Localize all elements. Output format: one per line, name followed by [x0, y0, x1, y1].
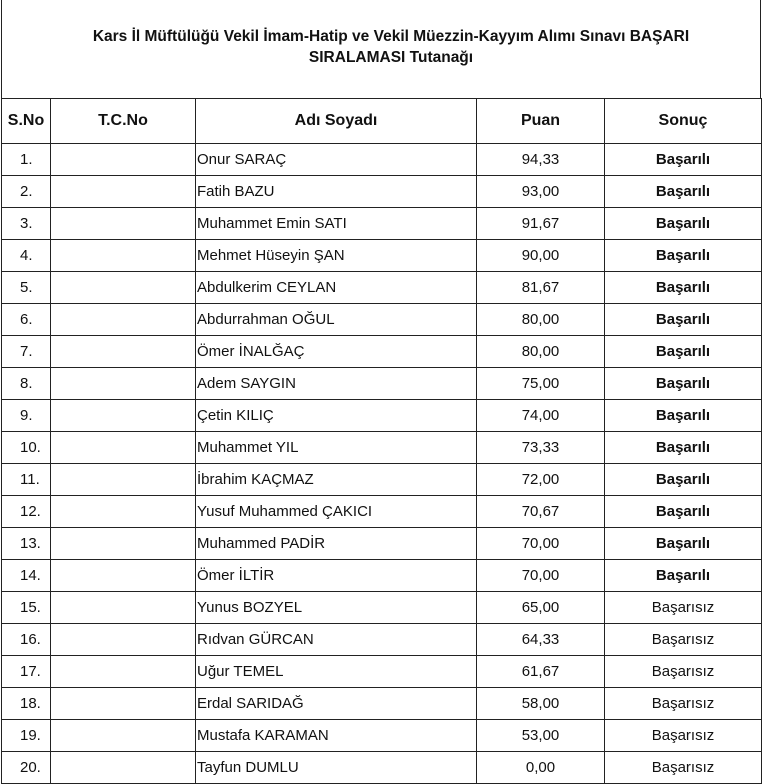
cell-tc	[51, 272, 196, 304]
cell-name: Yusuf Muhammed ÇAKICI	[196, 496, 477, 528]
cell-sonuc: Başarılı	[605, 432, 762, 464]
cell-sonuc: Başarılı	[605, 304, 762, 336]
results-table	[1, 98, 762, 784]
cell-sonuc: Başarılı	[605, 560, 762, 592]
cell-sonuc: Başarısız	[605, 656, 762, 688]
cell-puan: 0,00	[477, 752, 605, 784]
header-name: Adı Soyadı	[196, 99, 477, 144]
cell-sonuc: Başarılı	[605, 240, 762, 272]
cell-puan: 94,33	[477, 144, 605, 176]
cell-tc	[51, 464, 196, 496]
table-row	[2, 464, 762, 496]
cell-name: Muhammed PADİR	[196, 528, 477, 560]
cell-tc	[51, 528, 196, 560]
cell-sonuc: Başarısız	[605, 688, 762, 720]
table-row	[2, 624, 762, 656]
cell-tc	[51, 144, 196, 176]
header-tc: T.C.No	[51, 99, 196, 144]
table-row	[2, 144, 762, 176]
cell-puan: 80,00	[477, 336, 605, 368]
cell-tc	[51, 432, 196, 464]
cell-puan: 72,00	[477, 464, 605, 496]
table-row	[2, 208, 762, 240]
table-row	[2, 592, 762, 624]
table-row	[2, 496, 762, 528]
cell-sonuc: Başarısız	[605, 752, 762, 784]
cell-sonuc: Başarılı	[605, 208, 762, 240]
table-row	[2, 720, 762, 752]
cell-sonuc: Başarılı	[605, 464, 762, 496]
cell-sonuc: Başarılı	[605, 496, 762, 528]
table-row	[2, 432, 762, 464]
header-puan: Puan	[477, 99, 605, 144]
cell-sno: 7.	[2, 336, 51, 368]
table-row	[2, 368, 762, 400]
cell-tc	[51, 592, 196, 624]
cell-puan: 80,00	[477, 304, 605, 336]
cell-sno: 17.	[2, 656, 51, 688]
cell-name: Yunus BOZYEL	[196, 592, 477, 624]
title-line-2: SIRALAMASI Tutanağı	[308, 49, 474, 66]
cell-tc	[51, 336, 196, 368]
cell-sno: 13.	[2, 528, 51, 560]
cell-puan: 75,00	[477, 368, 605, 400]
table-body	[2, 144, 762, 784]
table-row	[2, 688, 762, 720]
cell-puan: 61,67	[477, 656, 605, 688]
header-sonuc: Sonuç	[605, 99, 762, 144]
cell-name: Fatih BAZU	[196, 176, 477, 208]
document-title	[32, 26, 750, 68]
cell-tc	[51, 752, 196, 784]
cell-sonuc: Başarılı	[605, 176, 762, 208]
cell-sonuc: Başarılı	[605, 144, 762, 176]
cell-sno: 18.	[2, 688, 51, 720]
cell-puan: 93,00	[477, 176, 605, 208]
cell-puan: 53,00	[477, 720, 605, 752]
cell-name: Çetin KILIÇ	[196, 400, 477, 432]
cell-sno: 3.	[2, 208, 51, 240]
cell-puan: 91,67	[477, 208, 605, 240]
cell-name: Ömer İNALĞAÇ	[196, 336, 477, 368]
cell-sno: 14.	[2, 560, 51, 592]
cell-sno: 8.	[2, 368, 51, 400]
document-sheet	[1, 0, 761, 779]
table-row	[2, 272, 762, 304]
cell-name: İbrahim KAÇMAZ	[196, 464, 477, 496]
cell-sonuc: Başarılı	[605, 336, 762, 368]
cell-sonuc: Başarılı	[605, 368, 762, 400]
cell-tc	[51, 656, 196, 688]
cell-name: Mustafa KARAMAN	[196, 720, 477, 752]
cell-tc	[51, 560, 196, 592]
cell-sno: 15.	[2, 592, 51, 624]
header-sno: S.No	[2, 99, 51, 144]
cell-puan: 64,33	[477, 624, 605, 656]
cell-tc	[51, 240, 196, 272]
cell-name: Uğur TEMEL	[196, 656, 477, 688]
cell-name: Abdulkerim CEYLAN	[196, 272, 477, 304]
cell-tc	[51, 208, 196, 240]
cell-puan: 81,67	[477, 272, 605, 304]
cell-sonuc: Başarılı	[605, 528, 762, 560]
table-row	[2, 752, 762, 784]
cell-puan: 74,00	[477, 400, 605, 432]
cell-puan: 73,33	[477, 432, 605, 464]
cell-puan: 65,00	[477, 592, 605, 624]
table-row	[2, 176, 762, 208]
cell-puan: 90,00	[477, 240, 605, 272]
table-row	[2, 400, 762, 432]
cell-name: Onur SARAÇ	[196, 144, 477, 176]
cell-name: Muhammet YIL	[196, 432, 477, 464]
cell-sno: 2.	[2, 176, 51, 208]
cell-tc	[51, 496, 196, 528]
cell-name: Rıdvan GÜRCAN	[196, 624, 477, 656]
cell-sno: 1.	[2, 144, 51, 176]
cell-sno: 9.	[2, 400, 51, 432]
table-row	[2, 304, 762, 336]
cell-tc	[51, 176, 196, 208]
cell-name: Erdal SARIDAĞ	[196, 688, 477, 720]
cell-tc	[51, 304, 196, 336]
cell-sno: 5.	[2, 272, 51, 304]
cell-name: Abdurrahman OĞUL	[196, 304, 477, 336]
cell-puan: 70,67	[477, 496, 605, 528]
cell-tc	[51, 688, 196, 720]
cell-tc	[51, 368, 196, 400]
table-row	[2, 656, 762, 688]
cell-name: Muhammet Emin SATI	[196, 208, 477, 240]
cell-sno: 19.	[2, 720, 51, 752]
cell-sno: 11.	[2, 464, 51, 496]
cell-name: Ömer İLTİR	[196, 560, 477, 592]
title-box	[1, 0, 761, 98]
cell-sonuc: Başarısız	[605, 592, 762, 624]
table-row	[2, 336, 762, 368]
cell-sno: 6.	[2, 304, 51, 336]
header-row	[2, 99, 762, 144]
cell-sonuc: Başarısız	[605, 624, 762, 656]
cell-sonuc: Başarılı	[605, 400, 762, 432]
cell-sno: 4.	[2, 240, 51, 272]
cell-sonuc: Başarısız	[605, 720, 762, 752]
cell-puan: 70,00	[477, 528, 605, 560]
cell-puan: 70,00	[477, 560, 605, 592]
cell-sonuc: Başarılı	[605, 272, 762, 304]
cell-sno: 20.	[2, 752, 51, 784]
cell-name: Mehmet Hüseyin ŞAN	[196, 240, 477, 272]
cell-sno: 16.	[2, 624, 51, 656]
cell-name: Adem SAYGIN	[196, 368, 477, 400]
title-line-1: Kars İl Müftülüğü Vekil İmam-Hatip ve Vekil Müezzin-Kayyım Alımı Sınavı BAŞARI	[92, 28, 690, 45]
cell-name: Tayfun DUMLU	[196, 752, 477, 784]
table-row	[2, 528, 762, 560]
cell-sno: 12.	[2, 496, 51, 528]
cell-sno: 10.	[2, 432, 51, 464]
cell-puan: 58,00	[477, 688, 605, 720]
cell-tc	[51, 624, 196, 656]
table-row	[2, 560, 762, 592]
cell-tc	[51, 720, 196, 752]
table-row	[2, 240, 762, 272]
cell-tc	[51, 400, 196, 432]
